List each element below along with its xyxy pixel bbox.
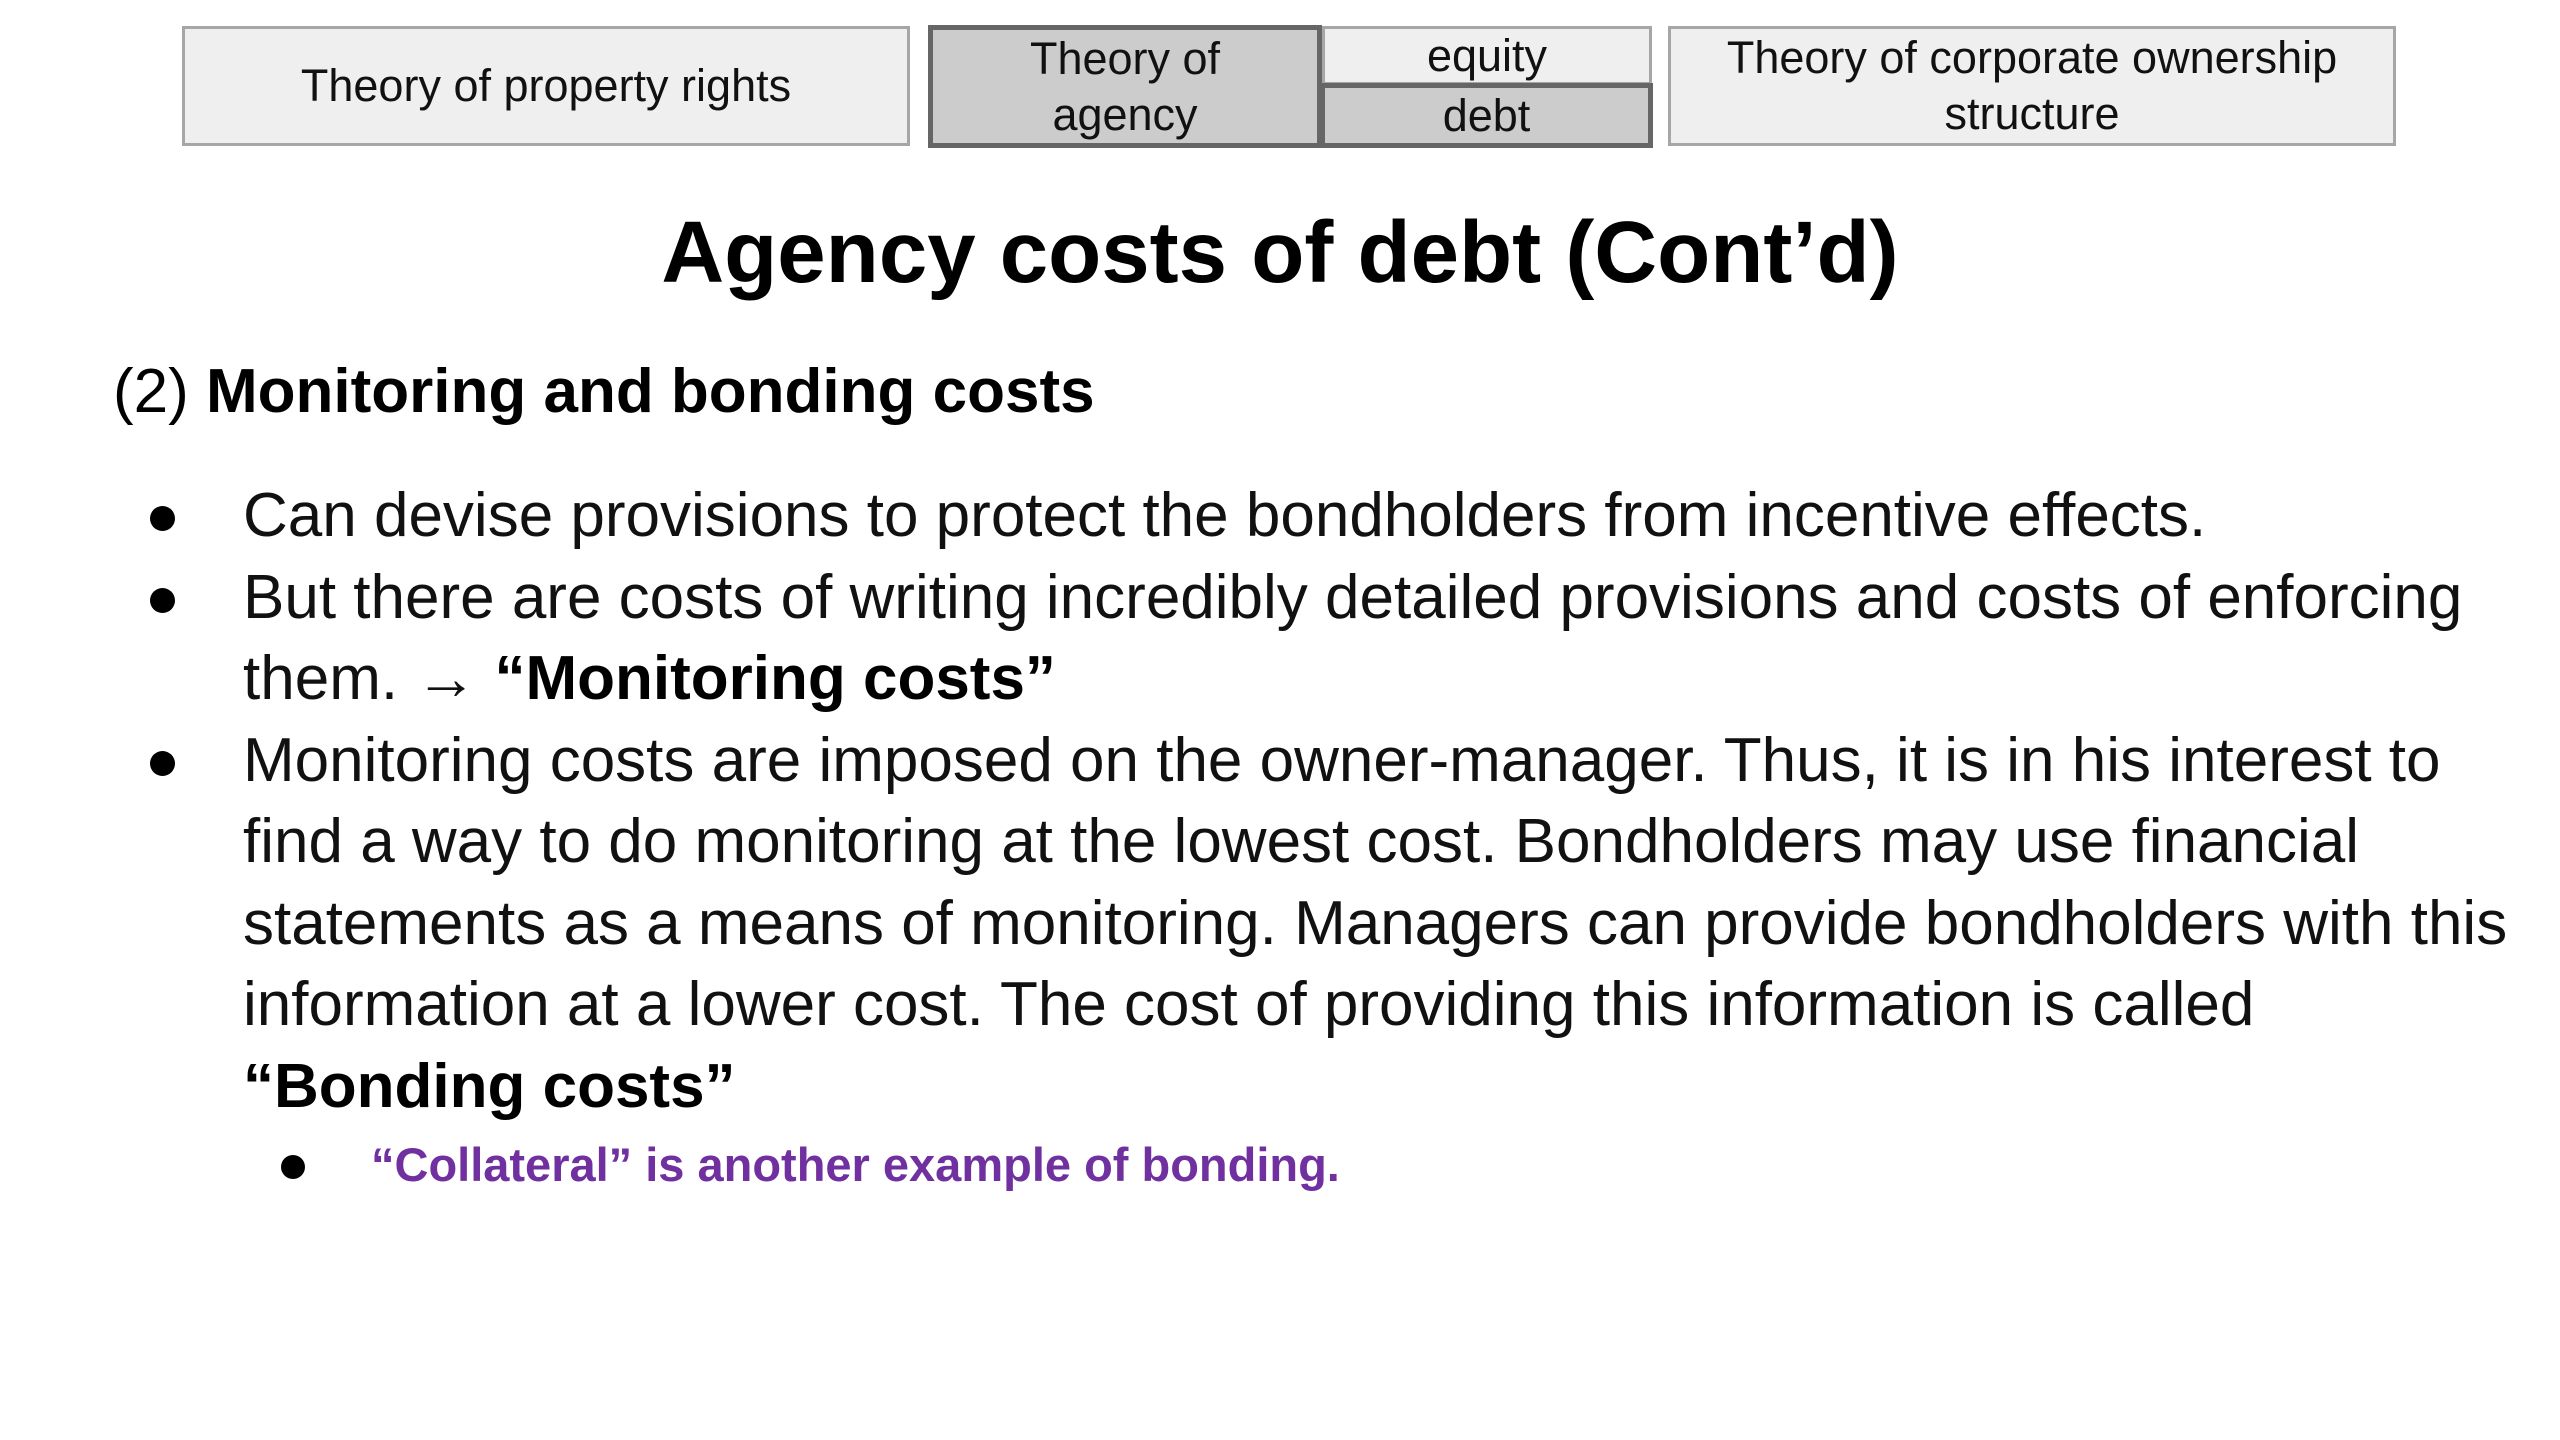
bullet-emphasis: “Bonding costs” <box>243 1051 736 1121</box>
nav-label: equity <box>1426 29 1548 81</box>
bullet-dot-icon <box>150 588 175 613</box>
nav-theory-of-corporate-ownership-structure[interactable] <box>1668 26 2396 146</box>
nav-debt[interactable] <box>1320 83 1653 148</box>
nav-label-line1: Theory of <box>1029 32 1221 84</box>
nav-label-line1: Theory of corporate ownership <box>1726 32 2338 83</box>
sub-bullet-text: “Collateral” is another example of bonding. <box>371 1138 1340 1191</box>
nav-theory-of-property-rights[interactable] <box>182 26 910 146</box>
nav-label-line2: agency <box>1052 88 1198 140</box>
bullet-text: But there are costs of writing incredibly detailed provisions and costs of enforcing them. → <box>243 562 2463 713</box>
nav-label-line2: structure <box>1944 88 2120 139</box>
bullet-dot-icon <box>150 751 175 776</box>
nav-label <box>1727 30 2337 142</box>
bullet-dot-icon <box>150 506 175 531</box>
bullet-item <box>0 557 2560 720</box>
nav-label: debt <box>1442 89 1531 141</box>
nav-equity[interactable] <box>1322 26 1652 85</box>
bullet-item <box>0 720 2560 1128</box>
bullet-item <box>0 475 2560 557</box>
bullet-text: Monitoring costs are imposed on the owner-manager. Thus, it is in his interest to find a way to do monitoring at the lowest cost. Bondholders may use financial statements as a means of monitoring. Managers can provide bondholders with this information at a lower cost. The cost of providing this information is called <box>243 725 2508 1039</box>
bullet-dot-icon <box>281 1155 305 1179</box>
slide-title: Agency costs of debt (Cont’d) <box>661 204 1899 301</box>
bullet-text: Can devise provisions to protect the bondholders from incentive effects. <box>243 481 2207 550</box>
bullet-emphasis: “Monitoring costs” <box>494 644 1056 713</box>
bullet-list <box>0 475 2560 1200</box>
nav-theory-of-agency[interactable] <box>928 25 1322 148</box>
section-heading <box>113 352 1095 432</box>
sub-bullet-item <box>0 1130 2560 1200</box>
section-title: Monitoring and bonding costs <box>206 357 1095 426</box>
nav-label: Theory of property rights <box>300 60 792 111</box>
section-number: (2) <box>113 357 189 426</box>
nav-label <box>1030 31 1220 143</box>
